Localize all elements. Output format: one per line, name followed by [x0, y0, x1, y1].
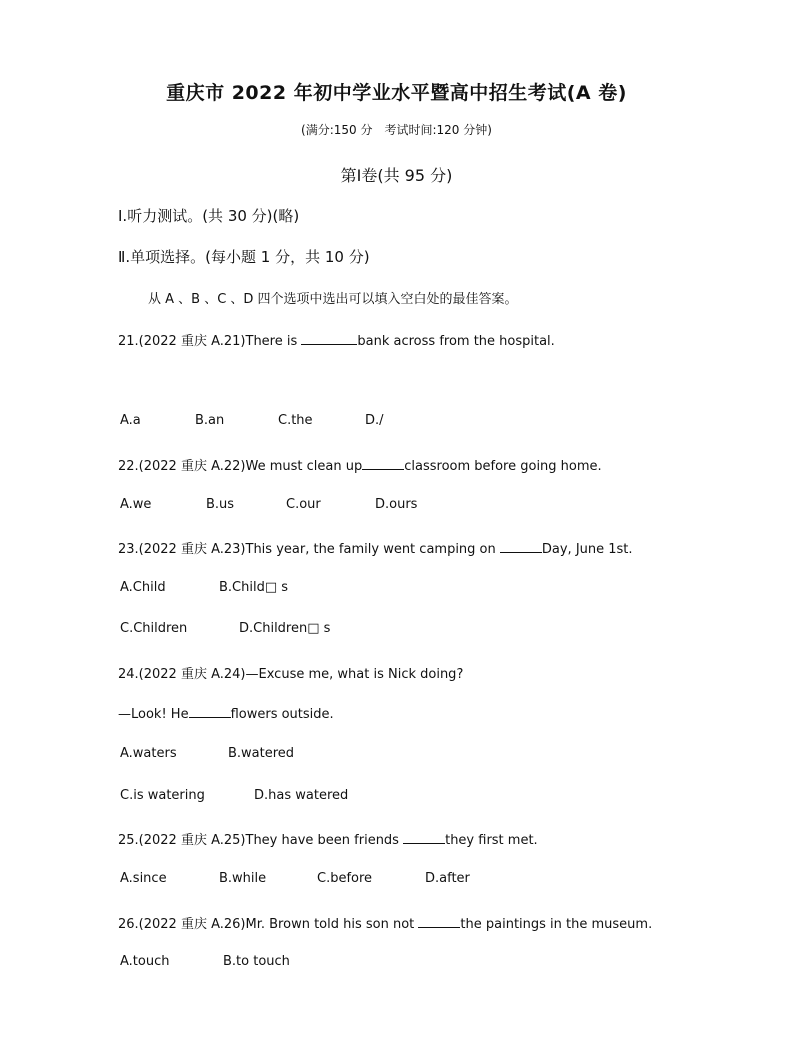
question-22 [118, 455, 602, 474]
option-b: B.us [206, 497, 235, 512]
option-d: D.has watered [254, 788, 349, 803]
exam-subtitle: (满分:150 分 考试时间:120 分钟) [301, 123, 492, 137]
option-d: D.after [425, 871, 470, 886]
question-26 [118, 913, 652, 932]
question-stem: 24.(2022 重庆 A.24)—Excuse me, what is Nick doing? [118, 667, 464, 682]
section-single-choice: Ⅱ.单项选择。(每小题 1 分，共 10 分) [118, 248, 370, 266]
option-d: D./ [365, 413, 384, 428]
option-c: C.before [317, 871, 373, 886]
option-b: B.Child□ s [219, 580, 289, 595]
question-stem-end: the paintings in the museum. [460, 917, 653, 932]
option-a: A.since [120, 871, 167, 886]
section-listening: Ⅰ.听力测试。(共 30 分)(略) [118, 207, 300, 225]
option-b: B.watered [228, 746, 295, 761]
option-a: A.a [120, 413, 141, 428]
option-c: C.Children [120, 621, 188, 636]
question-stem: 25.(2022 重庆 A.25)They have been friends [118, 833, 404, 848]
exam-title: 重庆市 2022 年初中学业水平暨高中招生考试(A 卷) [166, 82, 627, 104]
option-c: C.the [278, 413, 313, 428]
question-stem: 26.(2022 重庆 A.26)Mr. Brown told his son not [118, 917, 419, 932]
question-23 [118, 538, 633, 557]
question-stem-end: Day, June 1st. [541, 542, 633, 557]
answer-blank [189, 705, 231, 718]
question-stem: 21.(2022 重庆 A.21)There is [118, 334, 302, 349]
answer-blank [301, 332, 357, 345]
question-21 [118, 330, 555, 349]
option-b: B.an [195, 413, 225, 428]
option-b: B.to touch [223, 954, 290, 969]
option-a: A.waters [120, 746, 177, 761]
question-25 [118, 829, 538, 848]
answer-blank [500, 540, 542, 553]
option-a: A.Child [120, 580, 166, 595]
option-c: C.our [286, 497, 321, 512]
option-a: A.touch [120, 954, 170, 969]
option-d: D.ours [375, 497, 418, 512]
question-stem-end: flowers outside. [230, 707, 334, 722]
option-b: B.while [219, 871, 267, 886]
question-stem: —Look! He [118, 707, 189, 722]
question-stem-end: classroom before going home. [404, 459, 602, 474]
answer-blank [362, 457, 404, 470]
volume-heading: 第Ⅰ卷(共 95 分) [340, 166, 453, 185]
instruction-text: 从 A 、B 、C 、D 四个选项中选出可以填入空白处的最佳答案。 [148, 292, 518, 307]
question-stem-end: bank across from the hospital. [357, 334, 555, 349]
answer-blank [418, 915, 460, 928]
question-stem: 23.(2022 重庆 A.23)This year, the family went camping on [118, 542, 500, 557]
option-a: A.we [120, 497, 152, 512]
option-d: D.Children□ s [239, 621, 331, 636]
question-stem-end: they first met. [445, 833, 538, 848]
option-c: C.is watering [120, 788, 205, 803]
question-24-dialogue [118, 705, 334, 722]
question-24 [118, 663, 463, 682]
answer-blank [403, 831, 445, 844]
question-stem: 22.(2022 重庆 A.22)We must clean up [118, 459, 363, 474]
